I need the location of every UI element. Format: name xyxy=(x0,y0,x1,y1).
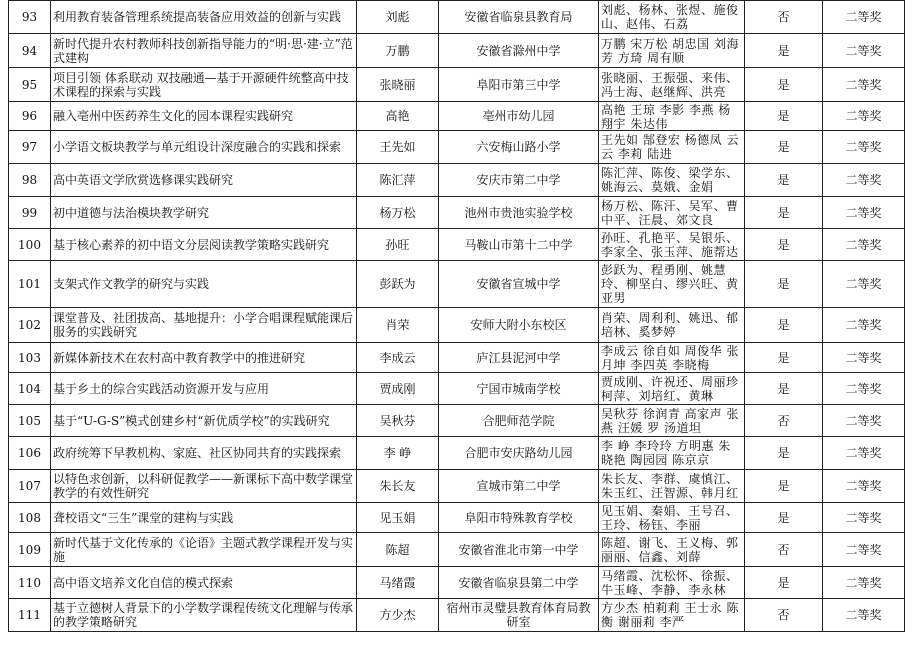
row-number: 100 xyxy=(18,237,41,252)
unit-name-cell xyxy=(439,437,599,470)
leader-name: 方少杰 xyxy=(379,608,416,622)
leader-name: 马绪霞 xyxy=(379,575,416,590)
leader-name: 彭跃为 xyxy=(379,277,416,291)
project-title-cell xyxy=(51,68,357,102)
row-number: 106 xyxy=(18,446,41,460)
team-members-cell xyxy=(599,405,745,437)
team-members-cell xyxy=(599,197,745,229)
team-members-cell xyxy=(599,373,745,405)
table-row xyxy=(9,599,905,632)
leader-name: 孙旺 xyxy=(385,237,410,252)
table-row xyxy=(9,533,905,567)
award-level-cell xyxy=(823,308,905,343)
leader-name-cell xyxy=(357,68,439,102)
project-title-cell xyxy=(51,197,357,229)
team-members: 陈汇萍、陈俊、梁学东、姚海云、莫娥、金娟 xyxy=(601,166,739,194)
row-number: 110 xyxy=(18,575,41,590)
first-tier-flag: 是 xyxy=(777,205,790,220)
unit-name: 安师大附小东校区 xyxy=(470,318,567,332)
table-row xyxy=(9,470,905,503)
first-tier-flag-cell xyxy=(745,164,823,197)
first-tier-flag: 是 xyxy=(777,479,790,493)
table-row xyxy=(9,102,905,131)
first-tier-flag: 是 xyxy=(777,381,790,396)
project-title: 利用教育装备管理系统提高装备应用效益的创新与实践 xyxy=(53,10,342,24)
row-number-cell xyxy=(9,131,51,164)
row-number: 99 xyxy=(21,205,38,220)
leader-name-cell xyxy=(357,308,439,343)
team-members: 王先如 郜登宏 杨德凤 云云 李莉 陆进 xyxy=(601,133,739,161)
project-title: 高中英语文学欣赏选修课实践研究 xyxy=(53,173,234,187)
leader-name-cell xyxy=(357,34,439,68)
award-level: 二等奖 xyxy=(845,575,882,590)
award-level: 二等奖 xyxy=(845,237,882,252)
leader-name-cell xyxy=(357,164,439,197)
award-level-cell xyxy=(823,261,905,308)
table-row xyxy=(9,131,905,164)
award-level-cell xyxy=(823,373,905,405)
team-members: 刘彪、杨林、张煜、施俊山、赵伟、石荔 xyxy=(601,3,739,31)
row-number: 97 xyxy=(21,140,38,154)
unit-name: 安徽省宣城中学 xyxy=(476,277,561,291)
table-row xyxy=(9,405,905,437)
team-members-cell xyxy=(599,131,745,164)
unit-name: 安徽省临泉县教育局 xyxy=(464,10,573,24)
leader-name-cell xyxy=(357,503,439,533)
row-number-cell xyxy=(9,503,51,533)
team-members-cell xyxy=(599,164,745,197)
row-number: 101 xyxy=(18,277,41,291)
project-title: 基于核心素养的初中语文分层阅读教学策略实践研究 xyxy=(53,237,330,252)
project-title: 支架式作文教学的研究与实践 xyxy=(53,277,210,291)
project-title-cell xyxy=(51,503,357,533)
row-number: 111 xyxy=(18,608,41,622)
first-tier-flag-cell xyxy=(745,197,823,229)
leader-name-cell xyxy=(357,229,439,261)
team-members: 方少杰 柏莉莉 王士永 陈衡 谢丽莉 李严 xyxy=(601,601,739,629)
team-members-cell xyxy=(599,229,745,261)
first-tier-flag-cell xyxy=(745,102,823,131)
project-title: 课堂普及、社团拔高、基地提升：小学合唱课程赋能课后服务的实践研究 xyxy=(53,311,354,339)
project-title-cell xyxy=(51,1,357,34)
unit-name-cell xyxy=(439,405,599,437)
team-members-cell xyxy=(599,437,745,470)
leader-name-cell xyxy=(357,131,439,164)
project-title: 新媒体新技术在农村高中教育教学中的推进研究 xyxy=(53,350,306,365)
first-tier-flag-cell xyxy=(745,567,823,599)
project-title-cell xyxy=(51,437,357,470)
project-title: 以特色求创新，以科研促教学——新课标下高中数学课堂教学的有效性研究 xyxy=(53,472,354,500)
leader-name-cell xyxy=(357,373,439,405)
row-number: 93 xyxy=(21,10,38,24)
project-title-cell xyxy=(51,261,357,308)
table-row xyxy=(9,68,905,102)
unit-name-cell xyxy=(439,68,599,102)
unit-name: 宣城市第二中学 xyxy=(476,479,561,493)
award-level: 二等奖 xyxy=(845,77,882,92)
award-level: 二等奖 xyxy=(845,350,882,365)
award-level: 二等奖 xyxy=(845,277,882,291)
project-title-cell xyxy=(51,34,357,68)
project-title-cell xyxy=(51,373,357,405)
row-number-cell xyxy=(9,373,51,405)
unit-name: 亳州市幼儿园 xyxy=(482,109,555,123)
team-members: 孙旺、孔艳平、吴银乐、李家全、张玉萍、施帮达 xyxy=(601,230,739,259)
first-tier-flag-cell xyxy=(745,503,823,533)
first-tier-flag: 是 xyxy=(777,43,790,58)
first-tier-flag: 是 xyxy=(777,140,790,154)
award-level-cell xyxy=(823,405,905,437)
unit-name-cell xyxy=(439,1,599,34)
award-level-cell xyxy=(823,470,905,503)
unit-name: 阜阳市第三中学 xyxy=(476,77,561,92)
award-level-cell xyxy=(823,503,905,533)
leader-name: 高艳 xyxy=(385,109,410,123)
table-row xyxy=(9,261,905,308)
team-members: 杨万松、陈汗、吴军、曹中平、汪晨、郊文良 xyxy=(601,198,739,227)
team-members: 马绪霞、沈松怀、徐振、牛玉峰、李静、李永林 xyxy=(601,568,739,597)
first-tier-flag: 是 xyxy=(777,77,790,92)
team-members: 张晓丽、王振强、来伟、冯士海、赵继辉、洪亮 xyxy=(601,70,739,99)
unit-name: 安庆市第二中学 xyxy=(476,173,561,187)
unit-name: 庐江县泥河中学 xyxy=(476,350,561,365)
award-level-cell xyxy=(823,164,905,197)
unit-name-cell xyxy=(439,261,599,308)
leader-name-cell xyxy=(357,405,439,437)
award-level: 二等奖 xyxy=(845,43,882,58)
unit-name: 六安梅山路小学 xyxy=(476,140,561,154)
awards-table xyxy=(8,0,905,632)
first-tier-flag-cell xyxy=(745,1,823,34)
team-members: 贾成刚、许祝还、周丽珍柯萍、刘培红、黄琳 xyxy=(601,374,739,403)
team-members: 李成云 徐自如 周俊华 张月坤 李四英 李晓梅 xyxy=(601,343,739,372)
table-row xyxy=(9,164,905,197)
row-number-cell xyxy=(9,405,51,437)
leader-name-cell xyxy=(357,102,439,131)
row-number: 109 xyxy=(18,542,41,557)
leader-name-cell xyxy=(357,261,439,308)
team-members-cell xyxy=(599,470,745,503)
project-title: 初中道德与法治模块教学研究 xyxy=(53,205,210,220)
award-level-cell xyxy=(823,68,905,102)
row-number-cell xyxy=(9,567,51,599)
project-title-cell xyxy=(51,405,357,437)
row-number: 102 xyxy=(18,318,41,332)
project-title-cell xyxy=(51,599,357,632)
project-title: 聋校语文“三生”课堂的建构与实践 xyxy=(53,510,234,525)
first-tier-flag: 是 xyxy=(777,350,790,365)
leader-name: 杨万松 xyxy=(379,205,416,220)
award-level: 二等奖 xyxy=(845,446,882,460)
row-number: 96 xyxy=(21,109,38,123)
award-level-cell xyxy=(823,533,905,567)
table-row xyxy=(9,1,905,34)
project-title: 项目引领 体系联动 双技融通—基于开源硬件统整高中技术课程的探索与实践 xyxy=(53,70,349,99)
award-level-cell xyxy=(823,34,905,68)
award-level: 二等奖 xyxy=(845,205,882,220)
table-row xyxy=(9,503,905,533)
unit-name-cell xyxy=(439,373,599,405)
row-number-cell xyxy=(9,197,51,229)
team-members: 高艳 王琼 李影 李燕 杨翔宇 朱达伟 xyxy=(601,102,731,130)
award-level: 二等奖 xyxy=(845,318,882,332)
leader-name-cell xyxy=(357,343,439,373)
team-members-cell xyxy=(599,599,745,632)
first-tier-flag: 是 xyxy=(777,237,790,252)
first-tier-flag-cell xyxy=(745,470,823,503)
award-level-cell xyxy=(823,1,905,34)
unit-name-cell xyxy=(439,102,599,131)
unit-name: 宿州市灵璧县教育体育局教研室 xyxy=(446,601,591,629)
leader-name: 万鹏 xyxy=(385,43,410,58)
unit-name-cell xyxy=(439,308,599,343)
first-tier-flag-cell xyxy=(745,373,823,405)
project-title: 新时代基于文化传承的《论语》主题式教学课程开发与实施 xyxy=(53,535,354,564)
project-title-cell xyxy=(51,533,357,567)
leader-name-cell xyxy=(357,533,439,567)
project-title: 基于乡土的综合实践活动资源开发与应用 xyxy=(53,381,270,396)
row-number-cell xyxy=(9,470,51,503)
award-level-cell xyxy=(823,343,905,373)
project-title-cell xyxy=(51,470,357,503)
project-title: 基于“U-G-S”模式创建乡村“新优质学校”的实践研究 xyxy=(53,413,330,428)
project-title-cell xyxy=(51,102,357,131)
first-tier-flag: 否 xyxy=(777,10,790,24)
row-number: 108 xyxy=(18,510,41,525)
award-level: 二等奖 xyxy=(845,510,882,525)
team-members: 肖荣、周利利、姚迅、郁培林、奚梦婷 xyxy=(601,311,739,339)
leader-name: 王先如 xyxy=(379,140,416,154)
award-level: 二等奖 xyxy=(845,608,882,622)
project-title: 融入亳州中医药养生文化的园本课程实践研究 xyxy=(53,109,294,123)
award-level-cell xyxy=(823,131,905,164)
leader-name-cell xyxy=(357,470,439,503)
row-number-cell xyxy=(9,437,51,470)
table-row xyxy=(9,343,905,373)
leader-name-cell xyxy=(357,1,439,34)
leader-name: 吴秋芬 xyxy=(379,413,416,428)
table-row xyxy=(9,34,905,68)
leader-name-cell xyxy=(357,197,439,229)
team-members-cell xyxy=(599,533,745,567)
row-number: 94 xyxy=(21,43,38,58)
unit-name: 池州市贵池实验学校 xyxy=(464,205,573,220)
unit-name-cell xyxy=(439,503,599,533)
table-row xyxy=(9,373,905,405)
award-level: 二等奖 xyxy=(845,140,882,154)
award-level-cell xyxy=(823,102,905,131)
team-members-cell xyxy=(599,308,745,343)
unit-name-cell xyxy=(439,229,599,261)
first-tier-flag-cell xyxy=(745,533,823,567)
row-number: 95 xyxy=(21,77,38,92)
unit-name-cell xyxy=(439,34,599,68)
row-number-cell xyxy=(9,308,51,343)
row-number-cell xyxy=(9,68,51,102)
award-level-cell xyxy=(823,567,905,599)
project-title: 新时代提升农村教师科技创新指导能力的“明·思·建·立”范式建构 xyxy=(53,36,353,65)
row-number-cell xyxy=(9,229,51,261)
first-tier-flag: 否 xyxy=(777,542,790,557)
unit-name-cell xyxy=(439,343,599,373)
project-title: 基于立德树人背景下的小学数学课程传统文化理解与传承的教学策略研究 xyxy=(53,601,354,629)
award-level-cell xyxy=(823,197,905,229)
row-number-cell xyxy=(9,599,51,632)
first-tier-flag-cell xyxy=(745,34,823,68)
first-tier-flag-cell xyxy=(745,131,823,164)
first-tier-flag-cell xyxy=(745,599,823,632)
row-number-cell xyxy=(9,533,51,567)
team-members-cell xyxy=(599,34,745,68)
project-title-cell xyxy=(51,308,357,343)
row-number-cell xyxy=(9,343,51,373)
project-title-cell xyxy=(51,131,357,164)
award-level: 二等奖 xyxy=(845,381,882,396)
leader-name: 李成云 xyxy=(379,350,416,365)
award-level: 二等奖 xyxy=(845,479,882,493)
project-title: 高中语文培养文化自信的模式探索 xyxy=(53,575,234,590)
first-tier-flag: 是 xyxy=(777,510,790,525)
leader-name-cell xyxy=(357,567,439,599)
row-number: 103 xyxy=(18,350,41,365)
project-title: 政府统筹下早教机构、家庭、社区协同共育的实践探索 xyxy=(53,446,342,460)
first-tier-flag: 是 xyxy=(777,575,790,590)
row-number-cell xyxy=(9,102,51,131)
unit-name: 马鞍山市第十二中学 xyxy=(464,237,573,252)
leader-name: 贾成刚 xyxy=(379,381,416,396)
award-level: 二等奖 xyxy=(845,542,882,557)
leader-name: 见玉娟 xyxy=(379,510,416,525)
team-members: 万鹏 宋万松 胡忠国 刘海芳 方琦 周有顺 xyxy=(601,36,739,65)
unit-name-cell xyxy=(439,470,599,503)
project-title-cell xyxy=(51,567,357,599)
unit-name-cell xyxy=(439,164,599,197)
unit-name: 合肥市安庆路幼儿园 xyxy=(464,446,573,460)
unit-name: 安徽省滁州中学 xyxy=(476,43,561,58)
unit-name-cell xyxy=(439,567,599,599)
team-members: 李 峥 李玲玲 方明惠 朱晓艳 陶园园 陈京京 xyxy=(601,439,731,467)
table-row xyxy=(9,308,905,343)
unit-name: 安徽省淮北市第一中学 xyxy=(458,542,579,557)
leader-name-cell xyxy=(357,437,439,470)
row-number-cell xyxy=(9,261,51,308)
awards-table-body xyxy=(9,1,905,632)
first-tier-flag-cell xyxy=(745,308,823,343)
first-tier-flag-cell xyxy=(745,261,823,308)
unit-name-cell xyxy=(439,599,599,632)
row-number-cell xyxy=(9,1,51,34)
row-number: 98 xyxy=(21,173,38,187)
table-row xyxy=(9,567,905,599)
award-level: 二等奖 xyxy=(845,173,882,187)
row-number: 105 xyxy=(18,413,41,428)
unit-name: 宁国市城南学校 xyxy=(476,381,561,396)
leader-name: 刘彪 xyxy=(385,10,410,24)
project-title-cell xyxy=(51,229,357,261)
unit-name: 阜阳市特殊教育学校 xyxy=(464,510,573,525)
team-members-cell xyxy=(599,503,745,533)
team-members-cell xyxy=(599,68,745,102)
unit-name-cell xyxy=(439,197,599,229)
unit-name-cell xyxy=(439,131,599,164)
team-members: 朱长友、李群、虞慎江、朱玉红、汪智源、韩月红 xyxy=(601,472,739,500)
row-number-cell xyxy=(9,164,51,197)
leader-name: 张晓丽 xyxy=(379,77,416,92)
first-tier-flag: 是 xyxy=(777,318,790,332)
first-tier-flag: 是 xyxy=(777,446,790,460)
table-row xyxy=(9,197,905,229)
leader-name: 肖荣 xyxy=(385,318,410,332)
table-row xyxy=(9,229,905,261)
first-tier-flag: 是 xyxy=(777,109,790,123)
unit-name: 合肥师范学院 xyxy=(482,413,555,428)
team-members-cell xyxy=(599,261,745,308)
first-tier-flag: 是 xyxy=(777,277,790,291)
project-title-cell xyxy=(51,164,357,197)
first-tier-flag: 否 xyxy=(777,413,790,428)
award-level: 二等奖 xyxy=(845,10,882,24)
leader-name: 陈超 xyxy=(385,542,410,557)
unit-name: 安徽省临泉县第二中学 xyxy=(458,575,579,590)
first-tier-flag: 否 xyxy=(777,608,790,622)
award-level: 二等奖 xyxy=(845,413,882,428)
first-tier-flag: 是 xyxy=(777,173,790,187)
team-members-cell xyxy=(599,102,745,131)
team-members: 吴秋芬 徐润青 高家声 张燕 汪媛 罗 汤道坦 xyxy=(601,406,739,435)
first-tier-flag-cell xyxy=(745,405,823,437)
row-number-cell xyxy=(9,34,51,68)
table-row xyxy=(9,437,905,470)
team-members: 陈超、谢飞、王义梅、郭丽丽、信鑫、刘薛 xyxy=(601,535,739,564)
award-level-cell xyxy=(823,229,905,261)
team-members-cell xyxy=(599,1,745,34)
first-tier-flag-cell xyxy=(745,343,823,373)
unit-name-cell xyxy=(439,533,599,567)
row-number: 104 xyxy=(18,381,41,396)
award-level-cell xyxy=(823,599,905,632)
project-title: 小学语文板块教学与单元组设计深度融合的实践和探索 xyxy=(53,140,342,154)
leader-name: 李 峥 xyxy=(383,446,412,460)
first-tier-flag-cell xyxy=(745,68,823,102)
team-members-cell xyxy=(599,343,745,373)
leader-name: 陈汇萍 xyxy=(379,173,416,187)
team-members: 彭跃为、程勇刚、姚慧玲、柳坚白、缪兴旺、黄亚男 xyxy=(601,263,739,305)
leader-name-cell xyxy=(357,599,439,632)
first-tier-flag-cell xyxy=(745,437,823,470)
team-members: 见玉娟、秦娟、王号召、王玲、杨钰、李丽 xyxy=(601,503,739,532)
project-title-cell xyxy=(51,343,357,373)
team-members-cell xyxy=(599,567,745,599)
award-level-cell xyxy=(823,437,905,470)
first-tier-flag-cell xyxy=(745,229,823,261)
leader-name: 朱长友 xyxy=(379,479,416,493)
row-number: 107 xyxy=(18,479,41,493)
award-level: 二等奖 xyxy=(845,109,882,123)
